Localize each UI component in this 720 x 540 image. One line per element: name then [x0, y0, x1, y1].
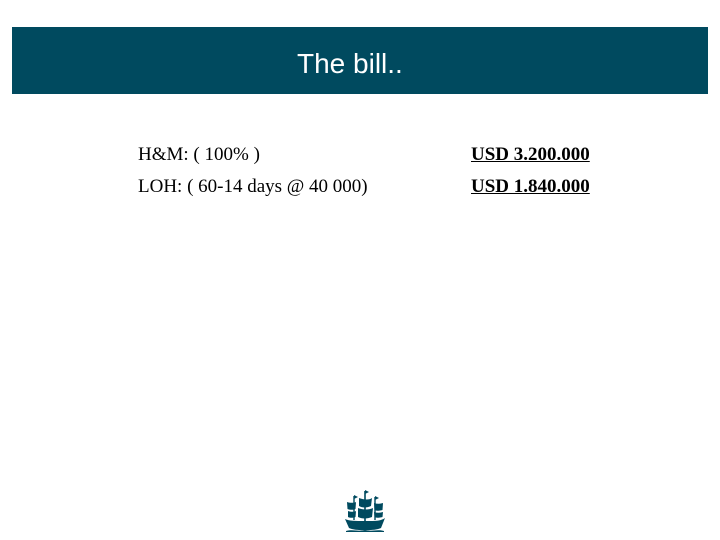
sailing-ship-icon	[345, 490, 385, 532]
slide-title: The bill..	[297, 48, 403, 79]
bill-item-amount: USD 3.200.000	[471, 144, 590, 165]
bill-item-amount: USD 1.840.000	[471, 176, 590, 197]
bill-item-label: LOH: ( 60-14 days @ 40 000)	[138, 176, 368, 197]
bill-item-label: H&M: ( 100% )	[138, 144, 260, 165]
